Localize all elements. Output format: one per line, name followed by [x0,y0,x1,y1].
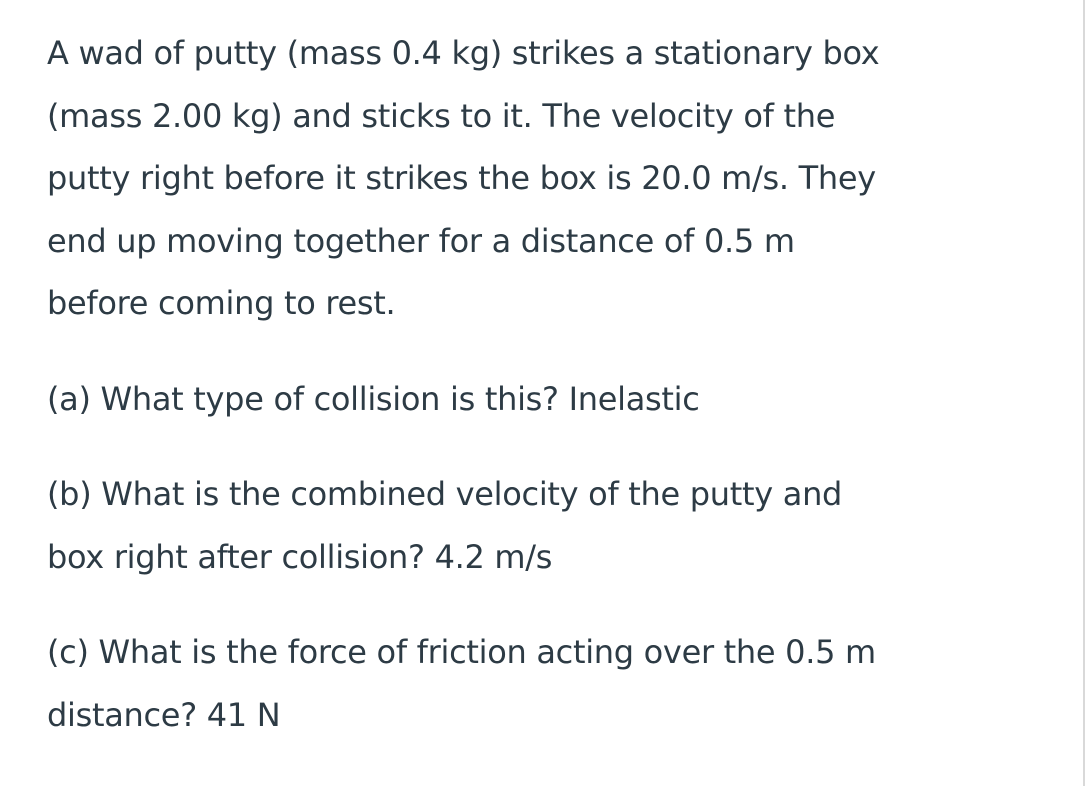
question-c [47,621,1047,746]
problem-content [47,22,1047,746]
problem-statement [47,22,1047,335]
question-a [47,368,1047,431]
question-line: (c) What is the force of friction acting over the 0.5 m [47,633,876,671]
problem-line: before coming to rest. [47,284,396,322]
problem-line: end up moving together for a distance of 0.5 m [47,221,795,260]
problem-line: putty right before it strikes the box is 20.0 m/s. They [47,159,876,197]
problem-line: A wad of putty (mass 0.4 kg) strikes a stationary box [47,34,880,72]
question-line: (a) What type of collision is this? Inelastic [47,379,700,418]
question-line: box right after collision? 4.2 m/s [47,537,553,576]
question-line: (b) What is the combined velocity of the putty and [47,475,843,513]
question-b [47,463,1047,588]
problem-line: (mass 2.00 kg) and sticks to it. The velocity of the [47,96,836,135]
question-line: distance? 41 N [47,695,281,734]
